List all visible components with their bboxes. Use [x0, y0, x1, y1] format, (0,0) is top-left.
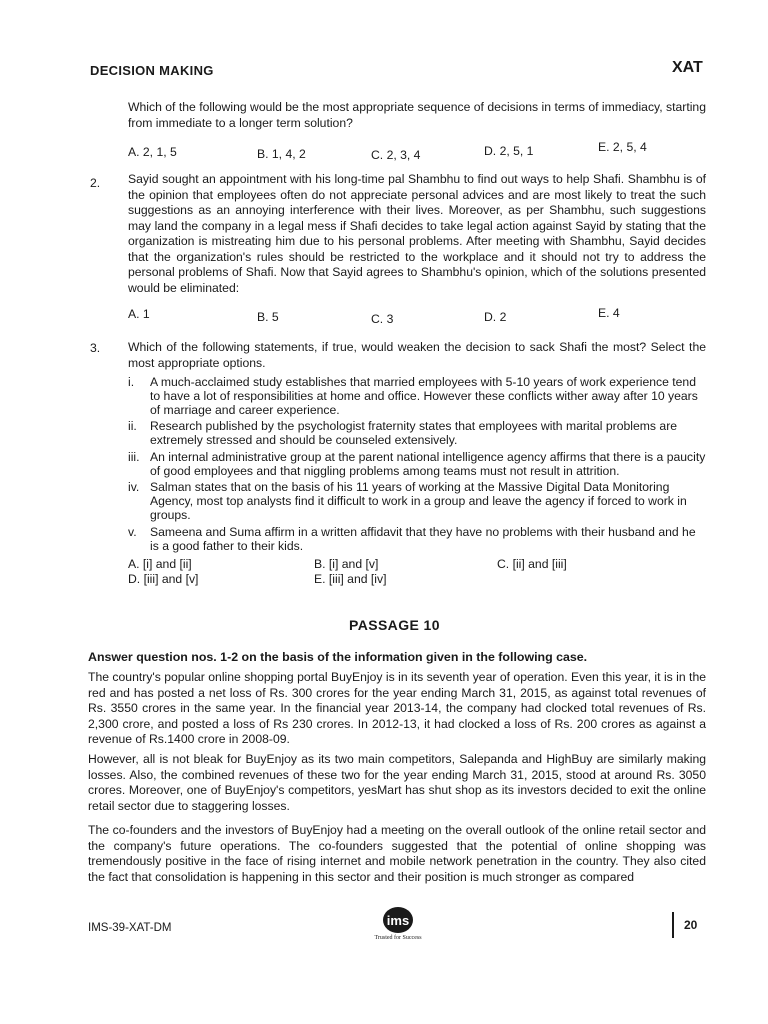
q1-option-a: A. 2, 1, 5: [128, 145, 177, 159]
passage-paragraph-1: The country's popular online shopping portal BuyEnjoy is in its seventh year of operation. Even this year, it is in the red and has posted a net loss of Rs. 300 crores for the year ending March 31, 2015, as against total revenues of Rs. 3550 crores in the same year. In the financial year 2013-14, the company had clocked total revenues of Rs. 2,300 crore, and posted a loss of Rs 230 crores. In 2012-13, it had clocked a loss of Rs. 200 crores as against a revenue of Rs.1400 crore in 2008-09.: [88, 670, 706, 746]
q3-option-b: B. [i] and [v]: [314, 557, 379, 571]
q1-option-b: B. 1, 4, 2: [257, 147, 306, 161]
logo-wordmark: ims: [386, 913, 410, 928]
exam-name: XAT: [672, 59, 703, 76]
q1-option-d: D. 2, 5, 1: [484, 144, 534, 158]
statement-iii-marker: iii.: [128, 450, 140, 464]
q2-option-c: C. 3: [371, 312, 394, 326]
statement-i-marker: i.: [128, 375, 135, 389]
q2-option-b: B. 5: [257, 310, 279, 324]
statement-iv: [128, 480, 706, 523]
passage-title: PASSAGE 10: [349, 617, 440, 633]
question-2-text: Sayid sought an appointment with his long-time pal Shambhu to find out ways to help Shafi. Shambhu is of the opinion that employees often do not appreciate personal advices and are most likely to treat the such suggestions as an annoying interference with their lives. Moreover, as per Shambhu, such suggestions may land the company in a legal mess if Shafi decides to take legal action against Sayid by stating that the organization is mistreating him due to his personal problems. After meeting with Shambhu, Sayid decides that the organization's rules should be restricted to the workplace and it should not try to address the personal problems of Shafi. Now that Sayid agrees to Shambhu's opinion, which of the solutions presented would be eliminated:: [128, 172, 706, 295]
statement-ii-marker: ii.: [128, 419, 137, 433]
statement-v-text: Sameena and Suma affirm in a written affidavit that they have no problems with their husband and he is a good father to their kids.: [150, 525, 696, 554]
passage-paragraph-2: However, all is not bleak for BuyEnjoy as its two main competitors, Salepanda and HighBuy are similarly making losses. Also, the combined revenues of these two for the year ending March 31, 2015, stood at around Rs. 3050 crores. Moreover, one of BuyEnjoy's competitors, yesMart has shut shop as its investors decided to exit the online retail sector due to staggering losses.: [88, 752, 706, 813]
logo-tagline: Trusted for Success: [374, 935, 422, 941]
statement-iv-marker: iv.: [128, 480, 140, 494]
statement-iii-text: An internal administrative group at the parent national intelligence agency affirms that there is a paucity of good employees and that niggling problems among teams must not result in attrition.: [150, 450, 706, 479]
statement-iv-text: Salman states that on the basis of his 11 years of working at the Massive Digital Data Monitoring Agency, most top analysts find it difficult to work in a group and leave the agency if forced to work in groups.: [150, 480, 687, 523]
statement-v-marker: v.: [128, 525, 137, 539]
statement-ii-text: Research published by the psychologist fraternity states that employees with marital problems are extremely stressed and should be counseled extensively.: [150, 419, 678, 448]
q3-option-c: C. [ii] and [iii]: [497, 557, 567, 571]
question-3-number: 3.: [90, 341, 101, 355]
q1-option-c: C. 2, 3, 4: [371, 148, 421, 162]
q3-option-d: D. [iii] and [v]: [128, 572, 199, 586]
question-2-number: 2.: [90, 176, 101, 190]
q2-option-d: D. 2: [484, 310, 507, 324]
footer-divider: [672, 912, 674, 938]
passage-paragraph-3: The co-founders and the investors of BuyEnjoy had a meeting on the overall outlook of the online retail sector and the company's future operations. The co-founders suggested that the potential of online shopping was tremendously positive in the face of rising internet and mobile network penetration in the country. They also cited the fact that consolidation is happening in this sector and their position is much stronger as compared: [88, 823, 706, 884]
statement-i: [128, 375, 706, 418]
passage-instruction: Answer question nos. 1-2 on the basis of the information given in the following case.: [88, 650, 588, 664]
statement-v: [128, 525, 706, 553]
footer-code: IMS-39-XAT-DM: [88, 922, 172, 934]
q2-option-e: E. 4: [598, 306, 620, 320]
ims-logo: [367, 905, 429, 945]
question-3-text: Which of the following statements, if true, would weaken the decision to sack Shafi the most? Select the most appropriate options.: [128, 340, 706, 370]
statement-iii: [128, 450, 706, 478]
section-header: DECISION MAKING: [90, 63, 214, 78]
statement-i-text: A much-acclaimed study establishes that married employees with 5-10 years of work experience tend to have a lot of responsibilities at home and office. However these conflicts wither away after 10 years of marriage and career experience.: [150, 375, 698, 418]
question-1-text: Which of the following would be the most appropriate sequence of decisions in terms of immediacy, starting from immediate to a longer term solution?: [128, 100, 706, 130]
q2-option-a: A. 1: [128, 307, 150, 321]
q3-option-e: E. [iii] and [iv]: [314, 572, 387, 586]
statement-ii: [128, 419, 706, 447]
q3-option-a: A. [i] and [ii]: [128, 557, 192, 571]
page-number: 20: [684, 918, 698, 932]
ims-logo-icon: [367, 905, 429, 935]
q1-option-e: E. 2, 5, 4: [598, 140, 647, 154]
